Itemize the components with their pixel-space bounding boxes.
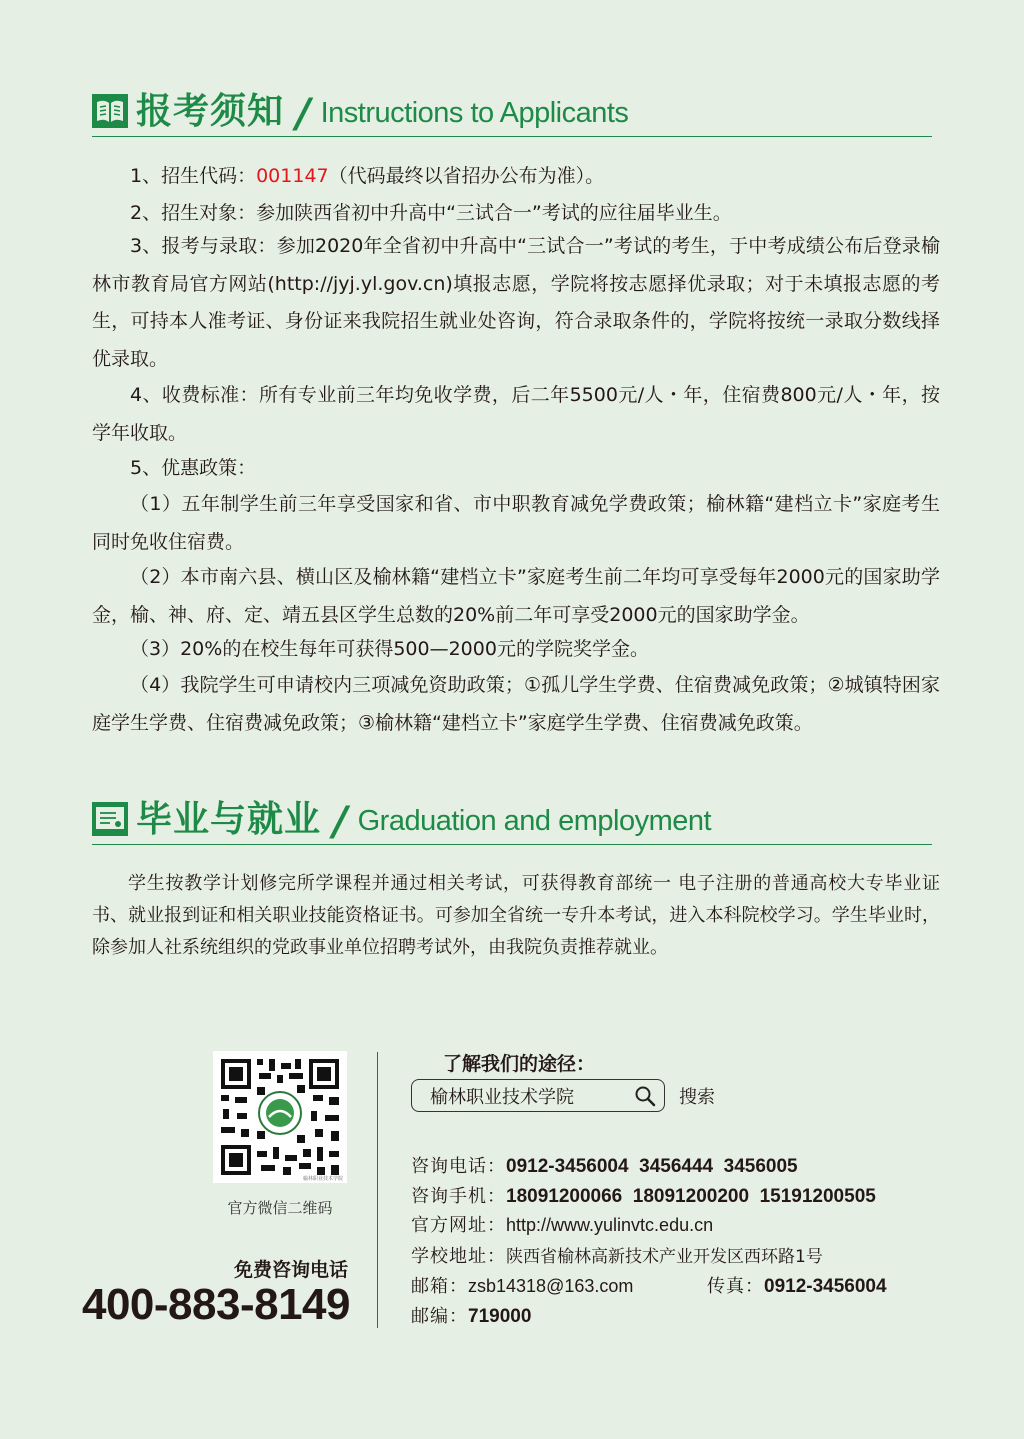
section-header-instructions — [92, 86, 932, 137]
section-title-zh: 毕业与就业 — [136, 799, 322, 840]
section-title-en: Graduation and employment — [357, 805, 712, 837]
certificate-icon — [92, 802, 128, 836]
contact-website: 官方网址：http://www.yulinvtc.edu.cn — [411, 1215, 714, 1236]
policy-3: （3）20%的在校生每年可获得500—2000元的学院奖学金。 — [130, 638, 649, 660]
enrollment-code: 001147 — [256, 165, 329, 187]
item-enrollment-code: 1、招生代码：001147（代码最终以省招办公布为准）。 — [130, 165, 605, 187]
svg-text:榆林职业技术学院: 榆林职业技术学院 — [302, 1176, 344, 1182]
hotline-label: 免费咨询电话 — [233, 1259, 348, 1281]
policy-4: （4）我院学生可申请校内三项减免资助政策；①孤儿学生学费、住宿费减免政策；②城镇特困家庭学生学费、住宿费减免政策；③榆林籍“建档立卡”家庭学生学费、住宿费减免政策。 — [92, 674, 940, 734]
search-text: 榆林职业技术学院 — [430, 1086, 574, 1108]
search-icon — [634, 1085, 656, 1107]
hotline-number: 400-883-8149 — [81, 1280, 350, 1329]
contact-phone: 咨询电话：0912-3456004 3456444 3456005 — [411, 1156, 798, 1177]
section-title-zh: 报考须知 — [136, 91, 285, 132]
policy-1: （1）五年制学生前三年享受国家和省、市中职教育减免学费政策；榆林籍“建档立卡”家庭考生同时免收住宿费。 — [92, 493, 940, 553]
search-box — [411, 1079, 665, 1112]
contact-ways-title: 了解我们的途径： — [443, 1053, 596, 1075]
qr-caption: 官方微信二维码 — [227, 1199, 333, 1217]
book-icon — [92, 94, 128, 128]
contact-email: 邮箱：zsb14318@163.com — [411, 1276, 634, 1297]
contact-postcode: 邮编：719000 — [411, 1306, 532, 1327]
graduation-paragraph: 学生按教学计划修完所学课程并通过相关考试，可获得教育部统一 电子注册的普通高校大专毕业证书、就业报到证和相关职业技能资格证书。可参加全省统一专升本考试，进入本科院校学习。学生毕业时，除参加人社系统组织的党政事业单位招聘考试外，由我院负责推荐就业。 — [92, 873, 940, 958]
item-policies: 5、优惠政策： — [130, 457, 257, 479]
title-slash: / — [333, 799, 348, 845]
title-slash: / — [296, 91, 311, 137]
search-label: 搜索 — [679, 1087, 715, 1108]
item-fees: 4、收费标准：所有专业前三年均免收学费，后二年5500元/人・年，住宿费800元/人・年，按学年收取。 — [92, 384, 940, 444]
vertical-divider — [377, 1052, 378, 1328]
item-target: 2、招生对象：参加陕西省初中升高中“三试合一”考试的应往届毕业生。 — [130, 202, 732, 224]
contact-fax: 传真：0912-3456004 — [707, 1276, 887, 1297]
item-admission: 3、报考与录取：参加2020年全省初中升高中“三试合一”考试的考生，于中考成绩公布后登录榆林市教育局官方网站(http://jyj.yl.gov.cn)填报志愿，学院将按志愿择优录取；对于未填报志愿的考生，可持本人准考证、身份证来我院招生就业处咨询，符合录取条件的，学院将按统一录取分数线择优录取。 — [92, 235, 940, 370]
policy-2: （2）本市南六县、横山区及榆林籍“建档立卡”家庭考生前二年均可享受每年2000元的国家助学金，榆、神、府、定、靖五县区学生总数的20%前二年可享受2000元的国家助学金。 — [92, 566, 940, 626]
section-header-graduation — [92, 796, 932, 845]
contact-mobile: 咨询手机：18091200066 18091200200 15191200505 — [411, 1186, 876, 1207]
section-title-en: Instructions to Applicants — [320, 97, 629, 129]
qr-code-icon — [213, 1051, 347, 1183]
contact-address: 学校地址：陕西省榆林高新技术产业开发区西环路1号 — [411, 1246, 823, 1267]
wechat-qr-code — [213, 1051, 347, 1183]
